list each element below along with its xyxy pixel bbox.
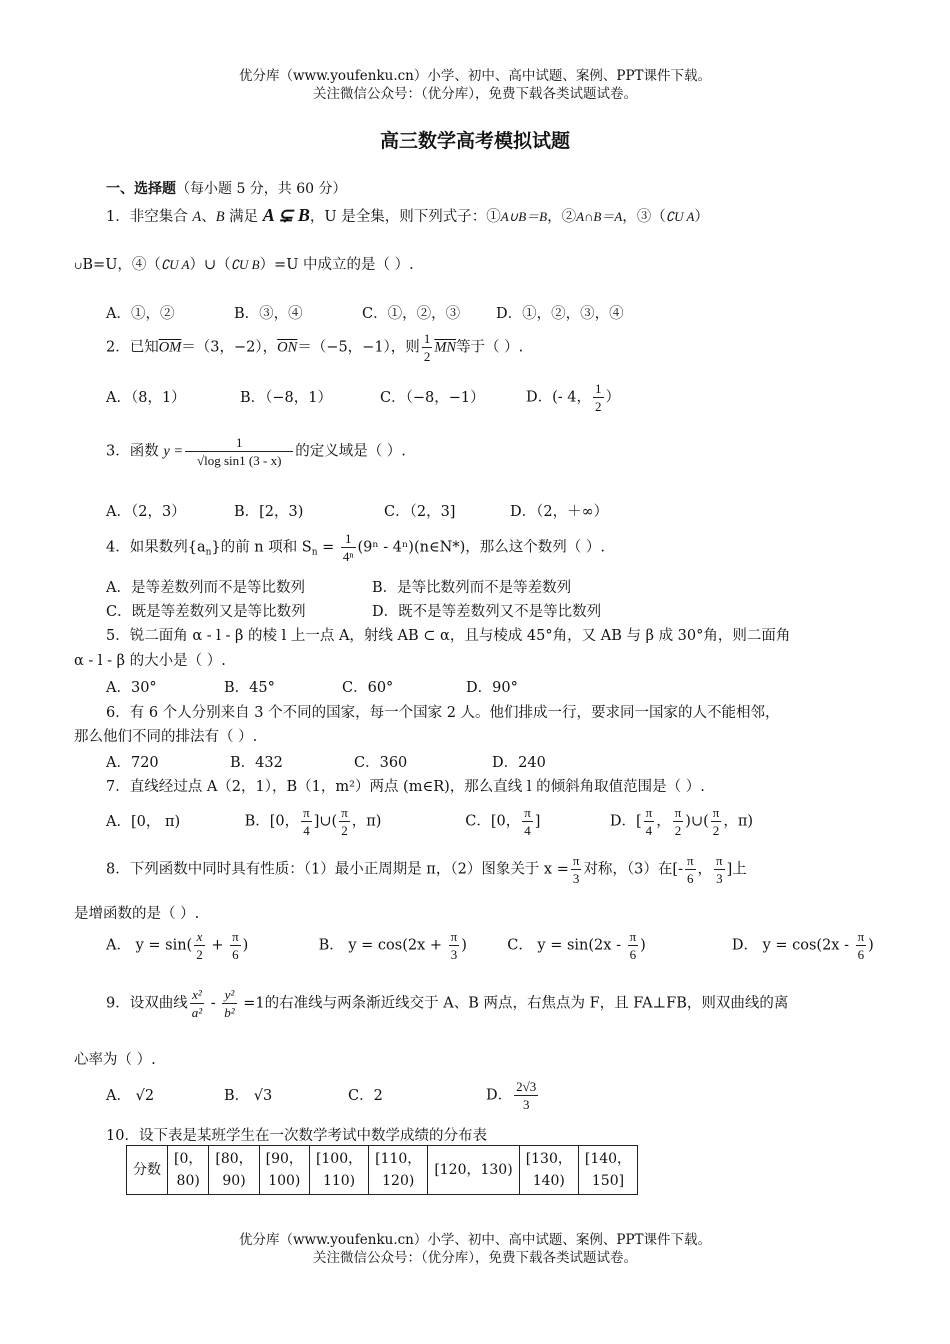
q1-expr4b: ∁U B — [230, 257, 260, 272]
cell-line: 100) — [268, 1173, 301, 1189]
table-cell — [168, 1146, 209, 1195]
table-cell — [519, 1146, 578, 1195]
q9-b2: b² — [224, 1005, 235, 1020]
q1-stem — [106, 205, 709, 226]
q7-pi: π — [303, 805, 310, 820]
q9-a2: a² — [191, 1005, 203, 1020]
q4-frac-den: 4ⁿ — [342, 549, 354, 564]
q2-text-b: ＝（3，−2）， — [181, 339, 278, 356]
q1-text-i: ）=U 中成立的是（ ）. — [259, 257, 414, 273]
q8-opta-b: + — [206, 937, 229, 954]
q7-two: 2 — [712, 823, 720, 838]
q1-option-c[interactable]: C．①，②，③ — [362, 306, 461, 322]
q9-minus: - — [206, 995, 221, 1012]
q8-frac1 — [571, 852, 582, 887]
cell-line: [120，130) — [434, 1162, 513, 1178]
q8-optb-c: ) — [461, 937, 467, 954]
q2-vector-on: $\overline{ON}$ — [277, 339, 298, 356]
q2-option-d-text: D．(- 4， — [526, 389, 592, 406]
q8-pi: π — [450, 929, 458, 944]
q9-text-b: 的右准线与两条渐近线交于 A、B 两点，右焦点为 F，且 FA⊥FB，则双曲线的离 — [264, 995, 789, 1012]
q8-option-b[interactable] — [319, 928, 503, 963]
q4-fraction — [341, 530, 356, 565]
q9-x2: x² — [190, 986, 204, 1004]
q7-four: 4 — [303, 823, 310, 838]
q7-optd-frac1 — [644, 804, 655, 839]
q1-text-b: 满足 — [224, 209, 259, 225]
q3-options — [106, 500, 608, 521]
q5-option-a[interactable]: A．30° — [106, 680, 157, 696]
q7-pi: π — [712, 805, 720, 820]
section-heading — [106, 178, 347, 198]
q2-optd-num: 1 — [595, 381, 602, 396]
q8-pi: π — [572, 853, 580, 868]
q1-text-e: ，③（ — [622, 209, 666, 225]
cell-line: [0， — [174, 1151, 203, 1167]
q1-expr3: ∁U A — [665, 209, 695, 224]
q9-y2: y² — [222, 986, 236, 1004]
q1-set-a: A — [192, 209, 202, 225]
q8-optd-c: ) — [868, 937, 874, 954]
q7-optc-frac — [522, 804, 533, 839]
cell-line: 110) — [322, 1173, 356, 1189]
header-ad-line2: 关注微信公众号：（优分库），免费下载各类试题试卷。 — [313, 86, 637, 102]
q7-option-b[interactable] — [245, 804, 461, 839]
q8-stem — [106, 852, 747, 887]
q7-option-d[interactable] — [610, 804, 753, 839]
q3-fraction — [185, 434, 293, 469]
table-cell — [259, 1146, 309, 1195]
q9-option-b[interactable]: B． √3 — [224, 1087, 273, 1104]
q8-pi: π — [716, 853, 723, 868]
q3-y: y = — [163, 443, 184, 460]
cell-line: [100， — [315, 1151, 363, 1167]
q8-pi: π — [629, 929, 637, 944]
q8-text-c: ， — [697, 861, 713, 878]
q8-text-b: 对称，（3）在[- — [583, 861, 683, 878]
q9-stem-line2: 心率为（ ）. — [74, 1052, 156, 1068]
q7-optb-c: ，π) — [351, 813, 382, 830]
q2-optd-end: ） — [605, 389, 621, 406]
q4-text-c: (9ⁿ - 4ⁿ)(n∈N*)，那么这个数列（ ）. — [357, 539, 605, 556]
q8-three: 3 — [716, 871, 723, 886]
q4-options-row1 — [106, 576, 571, 597]
q8-opta-frac2 — [230, 928, 241, 963]
q2-option-b[interactable]: B．（−8，1） — [240, 389, 333, 406]
q9-eq1: =1 — [238, 995, 265, 1012]
q4-sn-sub: n — [311, 547, 318, 558]
q1-option-a[interactable]: A．①，② — [106, 306, 175, 322]
q6-options — [106, 751, 546, 772]
score-distribution-table — [126, 1145, 638, 1195]
q9-stem — [106, 986, 788, 1021]
q2-optd-den: 2 — [595, 399, 602, 414]
q2-stem — [106, 330, 523, 365]
q7-pi: π — [341, 805, 348, 820]
q8-optd-frac — [856, 928, 867, 963]
q7-option-a[interactable]: A．[0， π) — [106, 813, 181, 830]
cell-line: [110， — [375, 1151, 422, 1167]
q6-stem-line2: 那么他们不同的排法有（ ）. — [74, 729, 258, 745]
q9-option-c[interactable]: C．2 — [348, 1087, 383, 1104]
q7-optd-frac3 — [711, 804, 722, 839]
q4-option-d[interactable]: D．既不是等差数列又不是等比数列 — [372, 604, 602, 620]
q7-optb-frac2 — [339, 804, 350, 839]
section-note: （每小题 5 分，共 60 分） — [176, 181, 347, 197]
q1-sep: 、 — [201, 209, 216, 225]
q6-option-a[interactable]: A．720 — [106, 755, 159, 771]
q9-optd-label: D． — [486, 1087, 513, 1104]
q1-text-g: B=U，④（ — [82, 257, 161, 273]
q1-expr1: A∪B＝B — [500, 209, 548, 224]
q8-pi: π — [686, 853, 694, 868]
q8-opta-frac1 — [194, 928, 205, 963]
q4-options-row2 — [106, 600, 601, 621]
q8-opta-c: ) — [242, 937, 249, 954]
q8-stem-line2: 是增函数的是（ ）. — [74, 906, 200, 922]
q10-stem: 10．设下表是某班学生在一次数学考试中数学成绩的分布表 — [106, 1128, 487, 1144]
q1-options — [106, 302, 624, 323]
q8-options — [106, 928, 874, 963]
q8-option-c[interactable] — [507, 928, 727, 963]
table-cell — [209, 1146, 259, 1195]
q2-text-d: 等于（ ）. — [456, 339, 524, 356]
q4-an-sub: n — [205, 547, 212, 558]
q8-pi: π — [857, 929, 865, 944]
q8-optd-a: D． y = cos(2x - — [731, 937, 854, 954]
table-cell — [369, 1146, 428, 1195]
q8-optc-c: ) — [640, 937, 646, 954]
q5-option-b[interactable]: B．45° — [224, 680, 275, 696]
table-cell — [578, 1146, 637, 1195]
q5-option-d[interactable]: D．90° — [466, 680, 518, 696]
q1-expr2: A∩B＝A — [576, 209, 623, 224]
q9-optd-den: 3 — [522, 1097, 530, 1112]
q1-option-d[interactable]: D．①，②，③，④ — [496, 306, 624, 322]
q7-two: 2 — [674, 823, 682, 838]
q7-optc-b: ] — [534, 813, 541, 830]
q7-pi: π — [674, 805, 682, 820]
q3-frac-num: 1 — [185, 434, 293, 452]
q2-text-c: ＝（−5，−1），则 — [297, 339, 420, 356]
q8-optc-a: C． y = sin(2x - — [507, 937, 626, 954]
q7-optd-c: )∪( — [685, 813, 709, 830]
q2-vector-om: $\overline{OM}$ — [158, 339, 182, 356]
q4-option-a[interactable]: A．是等差数列而不是等比数列 — [106, 580, 305, 596]
q1-text-a: 1．非空集合 — [106, 209, 193, 225]
q2-frac-den: 2 — [423, 349, 431, 364]
q2-vector-mn: $\overline{MN}$ — [434, 339, 457, 356]
q1-relation: A ⊊ B — [262, 205, 310, 225]
q8-text-d: ]上 — [726, 861, 747, 878]
q8-optc-frac — [628, 928, 639, 963]
q7-two: 2 — [341, 823, 348, 838]
footer-ad-line1: 优分库（www.youfenku.cn）小学、初中、高中试题、案例、PPT课件下载。 — [238, 1232, 712, 1248]
q3-stem — [106, 434, 406, 469]
q8-frac3 — [714, 852, 725, 887]
table-cell — [309, 1146, 368, 1195]
q9-optd-frac — [514, 1078, 538, 1113]
q9-optd-num: 2√3 — [516, 1079, 537, 1094]
q9-frac1 — [190, 986, 204, 1021]
q7-optd-d: ，π) — [723, 813, 754, 830]
q9-options — [106, 1078, 540, 1113]
q3-text-a: 3．函数 — [106, 443, 164, 460]
q3-option-a[interactable]: A．（2，3） — [106, 504, 186, 520]
q8-three: 3 — [450, 947, 458, 962]
q7-optb-frac1 — [301, 804, 312, 839]
q8-option-d[interactable] — [732, 928, 874, 963]
q9-option-a[interactable]: A． √2 — [106, 1087, 155, 1104]
q6-option-d[interactable]: D．240 — [492, 755, 546, 771]
q8-three: 3 — [572, 871, 580, 886]
q4-stem — [106, 530, 605, 565]
q3-text-b: 的定义域是（ ）. — [295, 443, 406, 460]
q8-six: 6 — [857, 947, 865, 962]
header-ad-line1: 优分库（www.youfenku.cn）小学、初中、高中试题、案例、PPT课件下载。 — [238, 68, 712, 84]
q2-option-a[interactable]: A．（8，1） — [106, 389, 186, 406]
cell-line: [140， — [584, 1151, 632, 1167]
q1-text-h: ）∪（ — [189, 257, 231, 273]
q4-option-c[interactable]: C．既是等差数列又是等比数列 — [106, 604, 306, 620]
q8-optb-a: B． y = cos(2x + — [318, 937, 447, 954]
q3-option-d[interactable]: D．（2，＋∞） — [510, 504, 609, 520]
q8-opta-a: A． y = sin( — [106, 937, 193, 954]
q5-stem-line2: α - l - β 的大小是（ ）. — [74, 653, 226, 669]
q2-option-d[interactable] — [526, 380, 620, 415]
q5-options — [106, 676, 518, 697]
q1-stem-line2 — [74, 253, 414, 274]
cell-line: [130， — [525, 1151, 572, 1167]
q7-stem: 7．直线经过点 A（2，1），B（1，m²）两点 (m∈R)，那么直线 l 的倾斜角取值范围是（ ）. — [106, 779, 705, 795]
q6-option-b[interactable]: B．432 — [230, 755, 283, 771]
table-cell — [428, 1146, 519, 1195]
q2-fraction — [422, 330, 433, 365]
q7-four: 4 — [645, 823, 653, 838]
q8-pi: π — [232, 929, 239, 944]
q7-option-c[interactable] — [465, 804, 605, 839]
cell-line: 120) — [382, 1173, 415, 1189]
q1-text-d: ，② — [547, 209, 577, 225]
cell-line: 150] — [591, 1173, 625, 1189]
q7-optd-a: D．[ — [609, 813, 642, 830]
section-label: 一、选择题 — [106, 181, 176, 197]
cell-line: [90， — [265, 1151, 303, 1167]
q7-optd-frac2 — [673, 804, 684, 839]
q2-text-a: 2．已知 — [106, 339, 159, 356]
q7-optc-a: C．[0， — [465, 813, 521, 830]
q4-text-b: }的前 n 项和 S — [211, 539, 312, 556]
q8-two: 2 — [196, 947, 203, 962]
q6-option-c[interactable]: C．360 — [354, 755, 408, 771]
cell-line: 90) — [222, 1173, 246, 1189]
q1-option-b[interactable]: B．③，④ — [234, 306, 303, 322]
q2-option-d-fraction — [593, 380, 604, 415]
q7-options — [106, 804, 753, 839]
q2-options — [106, 380, 620, 415]
table-header-cell: 分数 — [127, 1146, 168, 1195]
q7-pi: π — [645, 805, 653, 820]
q1-text-c: ，U 是全集，则下列式子：① — [309, 209, 501, 225]
q7-optd-b: ， — [656, 813, 671, 830]
q5-option-c[interactable]: C．60° — [342, 680, 394, 696]
q6-stem-line1: 6．有 6 个人分别来自 3 个不同的国家，每一个国家 2 人。他们排成一行，要求同一国家的人不能相邻， — [106, 705, 780, 721]
q3-option-b[interactable]: B．[2，3) — [234, 504, 304, 520]
q1-union: ∪ — [74, 261, 83, 272]
page-title: 高三数学高考模拟试题 — [379, 130, 570, 152]
q7-four: 4 — [524, 823, 531, 838]
q9-option-d[interactable] — [486, 1078, 540, 1113]
q9-text-a: 9．设双曲线 — [106, 995, 188, 1012]
q7-optb-b: ]∪( — [313, 813, 338, 830]
q8-six: 6 — [687, 871, 694, 886]
q8-optb-frac — [449, 928, 460, 963]
q1-text-f: ） — [694, 209, 709, 225]
q4-text-a: 4．如果数列{a — [106, 539, 206, 556]
cell-line: 80) — [176, 1173, 200, 1189]
q4-frac-num: 1 — [341, 530, 356, 548]
cell-line: [80， — [215, 1151, 253, 1167]
q2-option-c[interactable]: C．（−8，−1） — [380, 389, 485, 406]
q3-frac-den: √log sin1 (3 - x) — [197, 453, 282, 468]
q8-six: 6 — [232, 947, 239, 962]
q8-text-a: 8．下列函数中同时具有性质：（1）最小正周期是 π，（2）图象关于 x = — [106, 861, 569, 878]
q1-expr4a: ∁U A — [160, 257, 190, 272]
table-row — [127, 1146, 638, 1195]
q8-six: 6 — [629, 947, 637, 962]
q8-x: x — [194, 928, 205, 946]
cell-line: 140) — [532, 1173, 565, 1189]
footer-ad-line2: 关注微信公众号：（优分库），免费下载各类试题试卷。 — [313, 1250, 637, 1266]
q7-optb-a: B．[0， — [244, 813, 300, 830]
q8-frac2 — [685, 852, 696, 887]
q5-stem-line1: 5．锐二面角 α - l - β 的棱 l 上一点 A，射线 AB ⊂ α，且与棱成 45°角，又 AB 与 β 成 30°角，则二面角 — [106, 628, 791, 644]
q3-option-c[interactable]: C．（2，3] — [384, 504, 456, 520]
q1-set-b: B — [215, 209, 225, 225]
q4-option-b[interactable]: B．是等比数列而不是等差数列 — [372, 580, 572, 596]
q4-eq: = — [317, 539, 339, 556]
q9-frac2 — [222, 986, 236, 1021]
q7-pi: π — [524, 805, 531, 820]
q2-frac-num: 1 — [423, 331, 431, 346]
q8-option-a[interactable] — [106, 928, 314, 963]
